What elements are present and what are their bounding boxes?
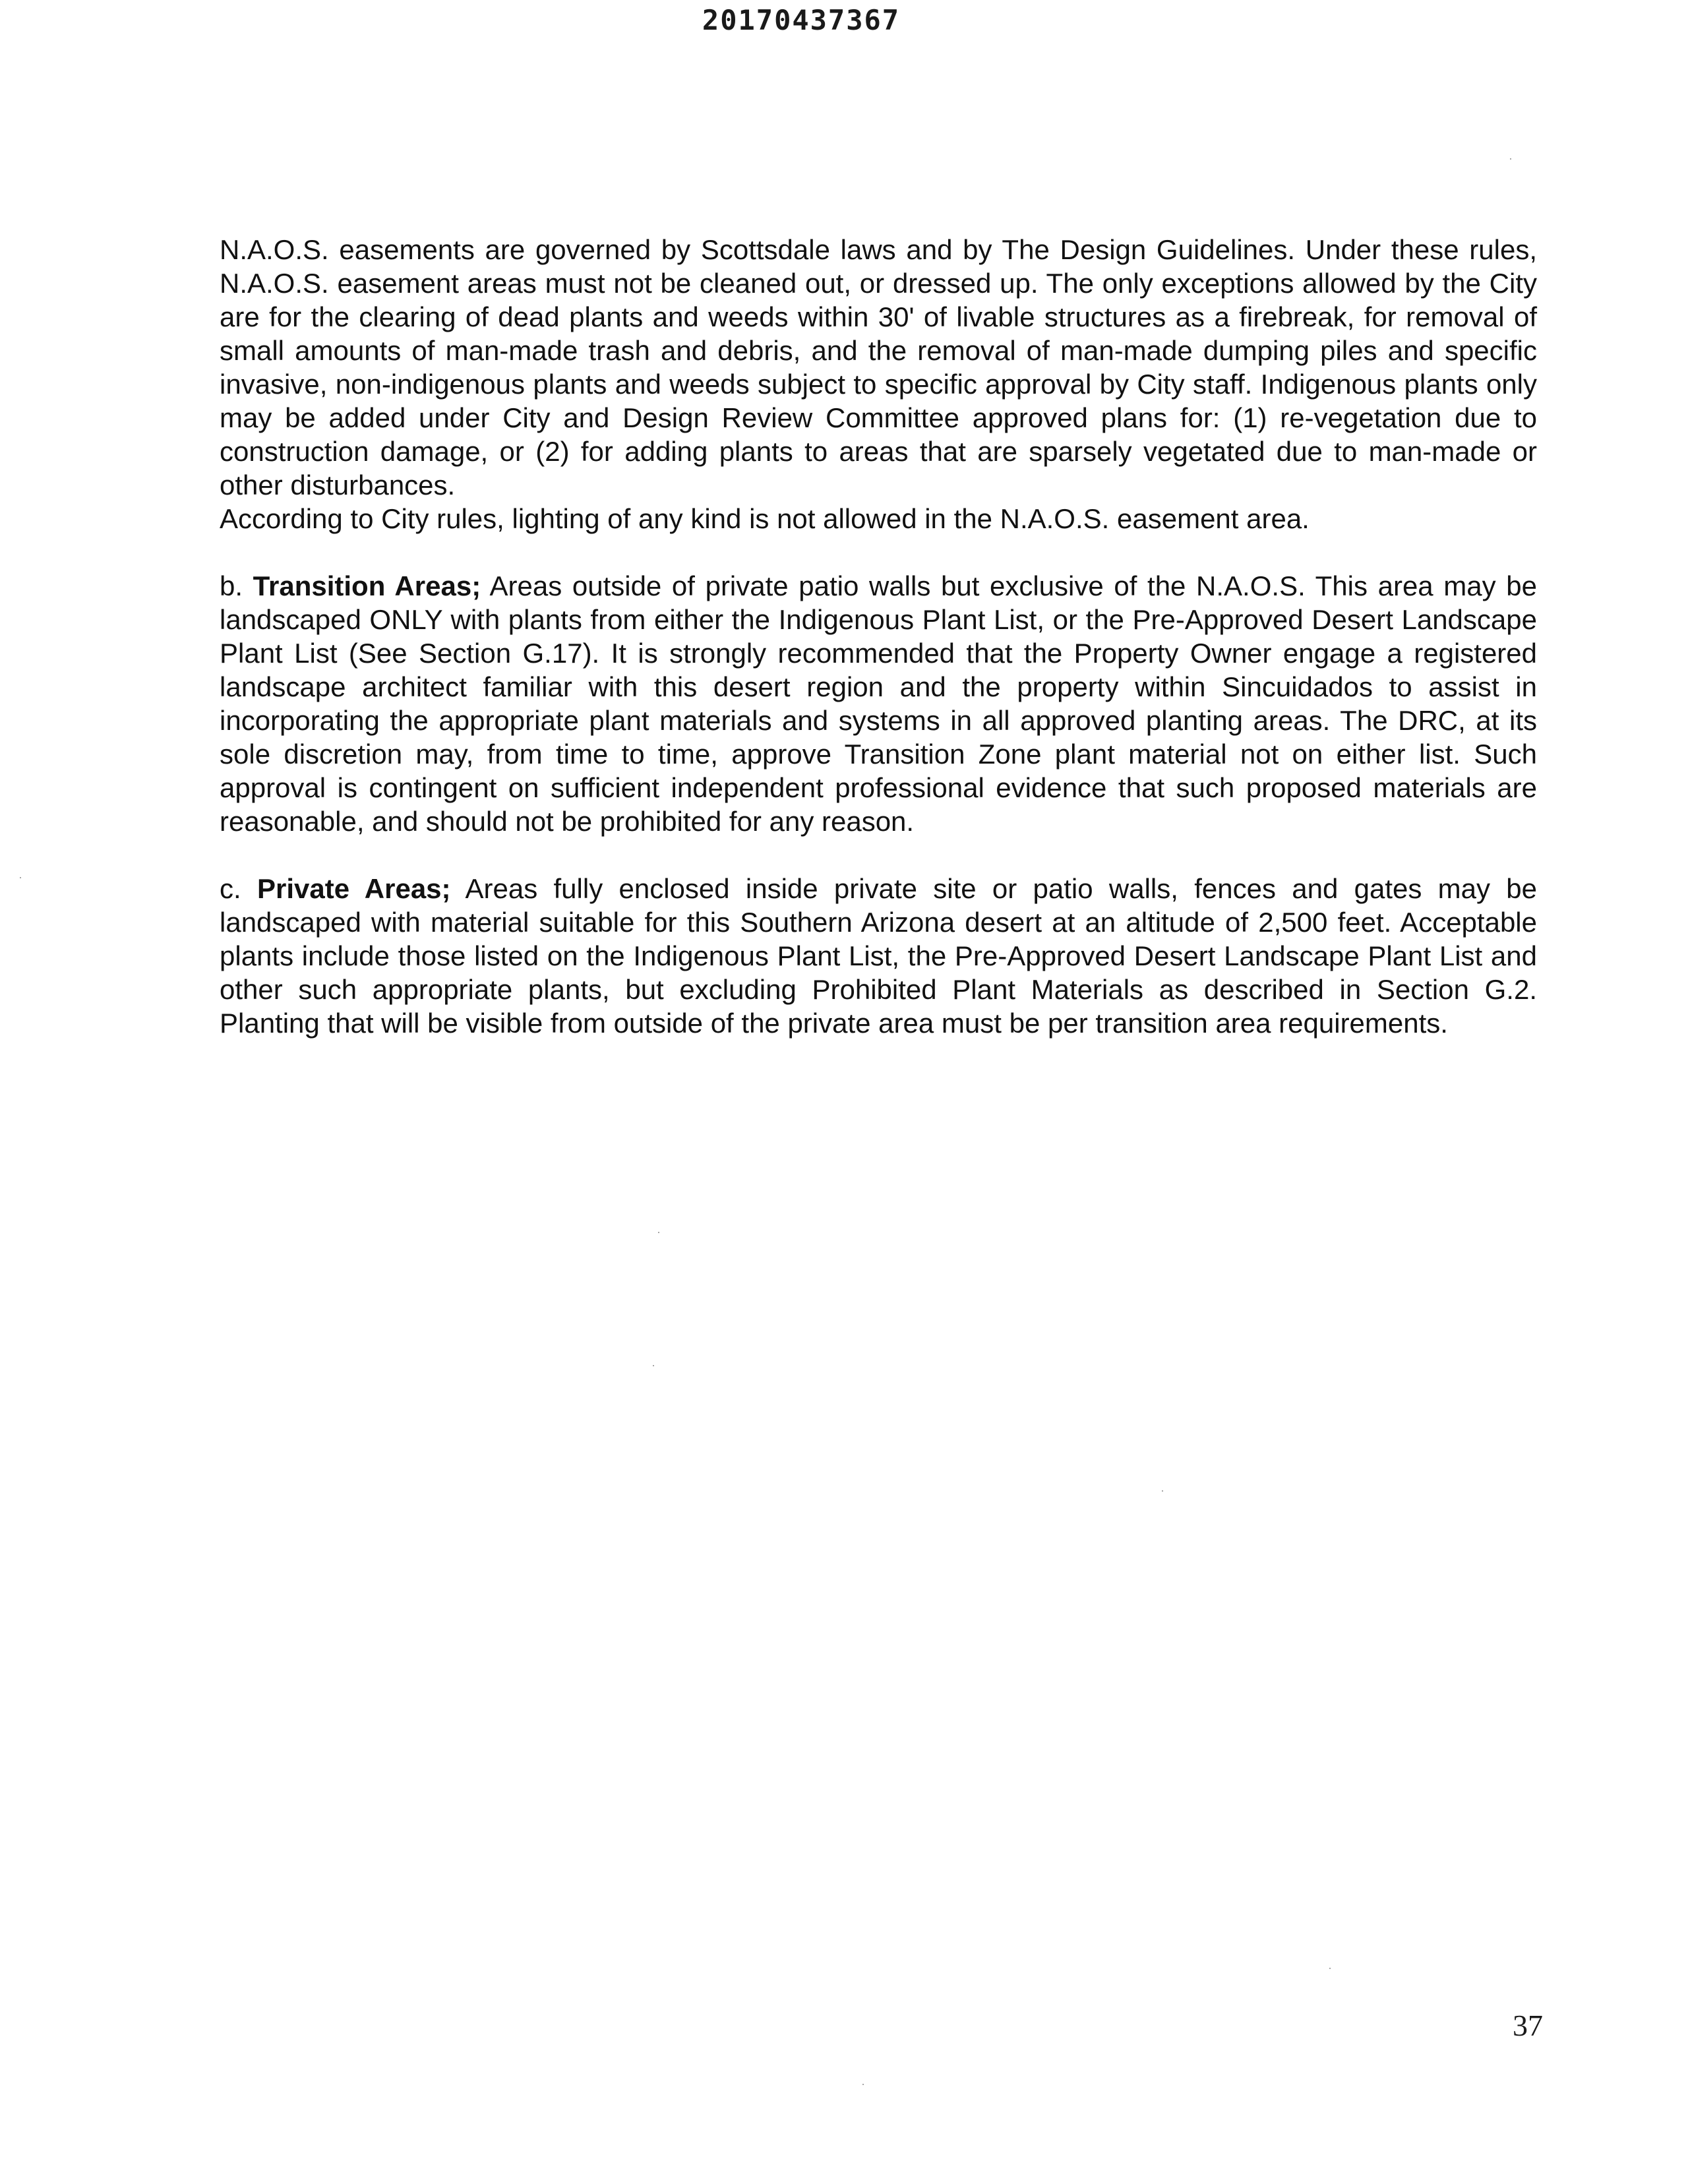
paragraph-spacer	[220, 535, 1537, 569]
private-areas-heading: Private Areas;	[256, 873, 451, 904]
naos-lighting-line: According to City rules, lighting of any kind is not allowed in the N.A.O.S. easement area.	[220, 503, 1310, 534]
transition-areas-prefix: b.	[220, 570, 253, 601]
document-number: 20170437367	[702, 4, 901, 36]
scan-speck	[1162, 1490, 1163, 1492]
scan-speck	[20, 877, 21, 878]
transition-areas-text: Areas outside of private patio walls but exclusive of the N.A.O.S. This area may be landscaped ONLY with plants from either the Indigenous Plant List, or the Pre-Approved Desert Landscape Plant List (See Section G.17). It is strongly recommended that the Property Owner engage a registered landscape architect familiar with this desert region and the property within Sincuidados to assist in incorporating the appropriate plant materials and systems in all approved planting areas. The DRC, at its sole discretion may, from time to time, approve Transition Zone plant material not on either list. Such approval is contingent on sufficient independent professional evidence that such proposed materials are reasonable, and should not be prohibited for any reason.	[220, 570, 1537, 837]
scan-speck	[1329, 1968, 1331, 1969]
private-areas-text: Areas fully enclosed inside private site or patio walls, fences and gates may be landscaped with material suitable for this Southern Arizona desert at an altitude of 2,500 feet. Acceptable plants include those listed on the Indigenous Plant List, the Pre-Approved Desert Landscape Plant List and other such appropriate plants, but excluding Prohibited Plant Materials as described in Section G.2. Planting that will be visible from outside of the private area must be per transition area requirements.	[220, 873, 1537, 1039]
naos-paragraph: N.A.O.S. easements are governed by Scottsdale laws and by The Design Guidelines. Under these rules, N.A.O.S. easement areas must not be cleaned out, or dressed up. The only exceptions allowed by the City are for the clearing of dead plants and weeds within 30' of livable structures as a firebreak, for removal of small amounts of man-made trash and debris, and the removal of man-made dumping piles and specific invasive, non-indigenous plants and weeds subject to specific approval by City staff. Indigenous plants only may be added under City and Design Review Committee approved plans for: (1) re-vegetation due to construction damage, or (2) for adding plants to areas that are sparsely vegetated due to man-made or other disturbances.	[220, 234, 1537, 501]
paragraph-spacer	[220, 838, 1537, 872]
transition-areas-paragraph	[220, 569, 1537, 838]
private-areas-prefix: c.	[220, 873, 257, 904]
scan-speck	[1510, 158, 1511, 160]
private-areas-paragraph	[220, 872, 1537, 1040]
scan-speck	[658, 1232, 659, 1233]
document-body	[220, 233, 1537, 1040]
page-number: 37	[1513, 2009, 1543, 2042]
scan-speck	[862, 2084, 864, 2085]
transition-areas-heading: Transition Areas;	[253, 570, 481, 601]
scan-speck	[653, 1365, 654, 1366]
